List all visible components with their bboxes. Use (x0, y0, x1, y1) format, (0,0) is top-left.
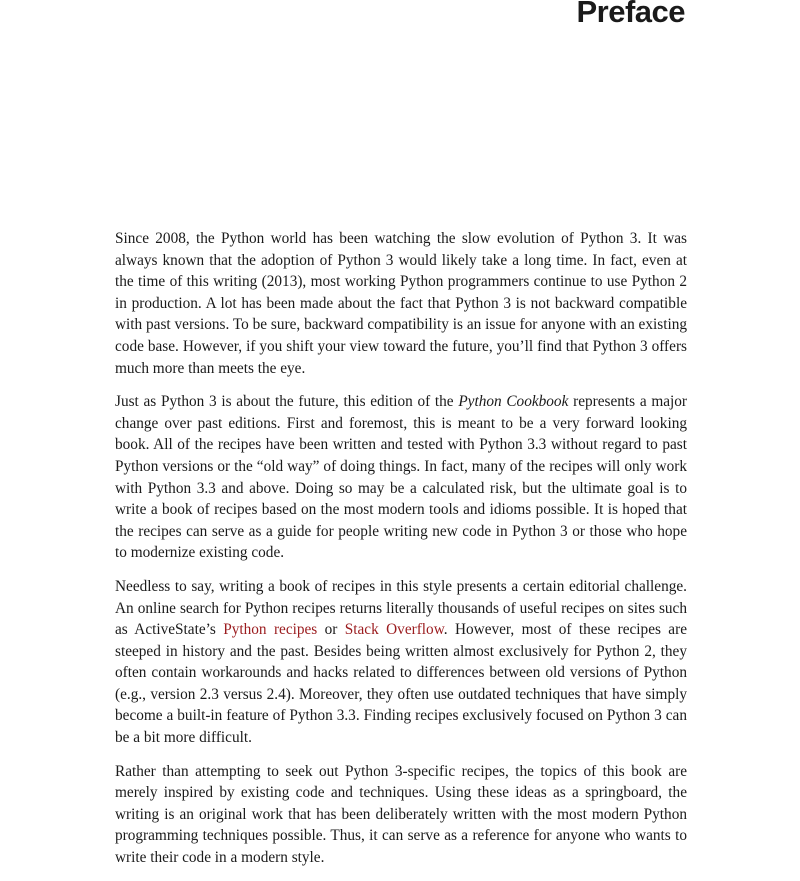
book-title-emphasis: Python Cookbook (458, 393, 569, 411)
chapter-title: Preface (576, 0, 685, 29)
paragraph-3-text-end: . However, most of these recipes are steeped in history and the past. Besides being written almost exclusively for Python 2, they often contain workarounds and hacks related to differences between old versions of Python (e.g., version 2.3 versus 2.4). Moreover, they often use outdated techniques that have simply become a built-in feature of Python 3.3. Finding recipes exclusively focused on Python 3 can be a bit more difficult. (115, 621, 687, 747)
paragraph-4: Rather than attempting to seek out Python 3-specific recipes, the topics of this book are merely inspired by existing code and techniques. Using these ideas as a springboard, the writing is an original work that has been deliberately written with the most modern Python programming techniques possible. Thus, it can serve as a reference for anyone who wants to write their code in a modern style. (115, 762, 687, 867)
paragraph-3-text-mid: or (317, 621, 345, 639)
paragraph-2-text-start: Just as Python 3 is about the future, this edition of the (115, 393, 459, 411)
python-recipes-link[interactable]: Python recipes (223, 621, 318, 639)
paragraph-2 (115, 391, 687, 564)
stack-overflow-link[interactable]: Stack Overflow (344, 621, 444, 639)
paragraph-1: Since 2008, the Python world has been watching the slow evolution of Python 3. It was always known that the adoption of Python 3 would likely take a long time. In fact, even at the time of this writing (2013), most working Python programmers continue to use Python 2 in production. A lot has been made about the fact that Python 3 is not backward compatible with past versions. To be sure, backward compatibility is an issue for anyone with an existing code base. However, if you shift your view toward the future, you’ll find that Python 3 offers much more than meets the eye. (115, 230, 687, 377)
paragraph-3 (115, 576, 687, 749)
paragraph-2-text-end: represents a major change over past editions. First and foremost, this is meant to be a very forward looking book. All of the recipes have been written and tested with Python 3.3 without regard to past Python versions or the “old way” of doing things. In fact, many of the recipes will only work with Python 3.3 and above. Doing so may be a calculated risk, but the ultimate goal is to write a book of recipes based on the most modern tools and idioms possible. It is hoped that the recipes can serve as a guide for people writing new code in Python 3 or those who hope to modernize existing code. (115, 393, 687, 562)
paragraph-3-text-start: Needless to say, writing a book of recipes in this style presents a certain editorial challenge. An online search for Python recipes returns literally thousands of useful recipes on sites such as ActiveState’s (115, 577, 687, 639)
preface-body (115, 228, 687, 881)
